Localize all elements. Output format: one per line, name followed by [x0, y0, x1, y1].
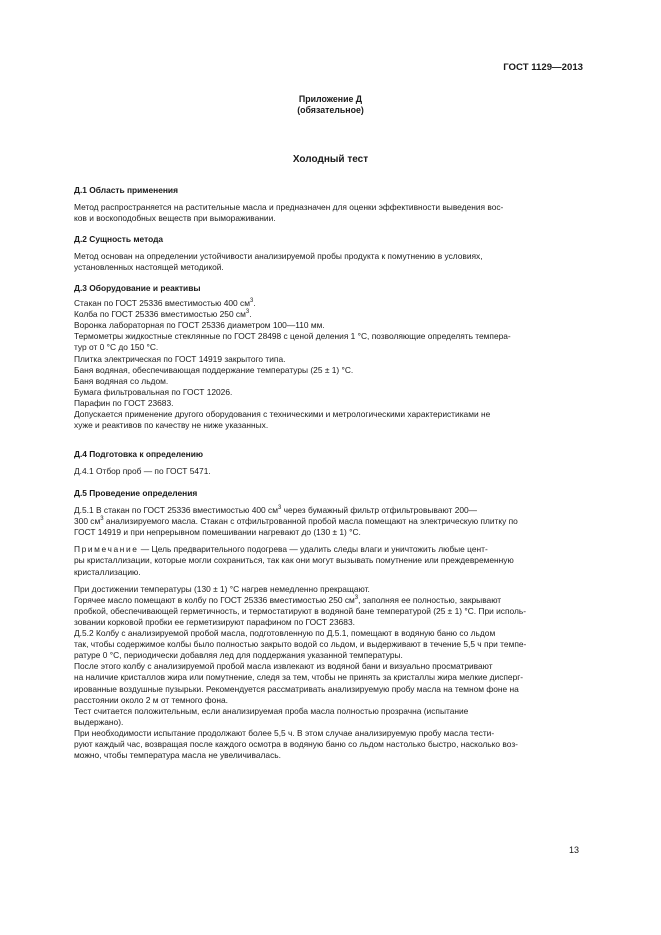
document-code: ГОСТ 1129—2013 — [503, 62, 583, 73]
section-d4 — [74, 449, 582, 477]
text-span: анализируемого масла. Стакан с отфильтрованной пробой масла помещают на электрическую плитку по — [103, 516, 518, 527]
note-line: кристаллизацию. — [74, 566, 141, 577]
paragraph-line: ратуре 0 °С, периодически добавляя лед для поддержания указанной температуры. — [74, 650, 403, 661]
paragraph-line: руют каждый час, возвращая после каждого осмотра в водяную баню со льдом настолько быстро, насколько воз- — [74, 738, 518, 749]
paragraph-line: ков и воскоподобных веществ при вымораживании. — [74, 213, 276, 224]
section-heading: Д.1 Область применения — [74, 185, 178, 195]
section-heading: Д.4 Подготовка к определению — [74, 449, 204, 459]
appendix-subtitle: (обязательное) — [297, 105, 364, 115]
paragraph-line: ированные воздушные пузырьки. Рекомендуется рассматривать анализируемую пробу масла на темном фоне на — [74, 683, 519, 694]
text-span: Горячее масло помещают в колбу по ГОСТ 25336 вместимостью 250 см — [74, 594, 355, 605]
text-span: — Цель предварительного подогрева — удалить следы влаги и уничтожить любые цент- — [138, 544, 488, 555]
text-span: Д.5.1 В стакан по ГОСТ 25336 вместимостью 400 см — [74, 505, 278, 516]
appendix-title: Приложение Д — [298, 94, 363, 104]
paragraph-line: Метод распространяется на растительные масла и предназначен для оценки эффективности выведения вос- — [74, 202, 504, 213]
note-label: Примечание — [74, 544, 139, 555]
equipment-item — [74, 298, 582, 309]
text-span: . — [249, 309, 252, 320]
main-title: Холодный тест — [292, 154, 369, 165]
paragraph-line: Д.4.1 Отбор проб — по ГОСТ 5471. — [74, 466, 211, 477]
paragraph-line: Допускается применение другого оборудования с техническими и метрологическими характеристиками не — [74, 409, 491, 420]
paragraph-line: можно, чтобы температура масла не увеличивалась. — [74, 750, 281, 761]
section-heading: Д.3 Оборудование и реактивы — [74, 283, 201, 293]
note-line: ры кристаллизации, которые могли сохраниться, так как они могут вызывать помутнение или преждевременную — [74, 555, 514, 566]
equipment-item: Воронка лабораторная по ГОСТ 25336 диаметром 100—110 мм. — [74, 320, 325, 331]
paragraph-line: При достижении температуры (130 ± 1) °С нагрев немедленно прекращают. — [74, 583, 370, 594]
text-span: Стакан по ГОСТ 25336 вместимостью 400 см — [74, 298, 250, 309]
page-number: 13 — [568, 845, 579, 855]
note-line — [74, 544, 582, 555]
superscript: 3 — [277, 505, 282, 512]
text-span: через бумажный фильтр отфильтровывают 200— — [281, 505, 478, 516]
paragraph-line: расстоянии около 2 м от темного фона. — [74, 694, 228, 705]
equipment-item: Баня водяная со льдом. — [74, 375, 169, 386]
section-d5 — [74, 488, 582, 761]
text-span: 300 см — [74, 516, 101, 527]
paragraph-line: выдержано). — [74, 716, 124, 727]
equipment-item: Парафин по ГОСТ 23683. — [74, 397, 174, 408]
paragraph-line: зовании корковой пробки ее герметизируют парафином по ГОСТ 23683. — [74, 616, 355, 627]
equipment-item: Бумага фильтровальная по ГОСТ 12026. — [74, 386, 233, 397]
paragraph-line — [74, 595, 582, 606]
text-span: . — [253, 298, 256, 309]
paragraph-line: хуже и реактивов по качеству не ниже указанных. — [74, 420, 269, 431]
text-span: Колба по ГОСТ 25336 вместимостью 250 см — [74, 309, 246, 320]
paragraph-line: ГОСТ 14919 и при непрерывном помешивании нагревают до (130 ± 1) °С. — [74, 527, 361, 538]
paragraph-line: пробкой, обеспечивающей герметичность, и термостатируют в водяной бане температурой (25 ± 1) °С. При исполь- — [74, 605, 527, 616]
paragraph-line: на наличие кристаллов жира или помутнение, следя за тем, чтобы не принять за кристаллы жира мелкие дисперг- — [74, 672, 524, 683]
paragraph-line: Д.5.2 Колбу с анализируемой пробой масла, подготовленную по Д.5.1, помещают в водяную баню со льдом — [74, 628, 496, 639]
paragraph-line — [74, 505, 582, 516]
section-d2 — [74, 234, 582, 273]
text-span: , заполняя ее полностью, закрывают — [358, 594, 502, 605]
equipment-item: Плитка электрическая по ГОСТ 14919 закрытого типа. — [74, 353, 286, 364]
section-d1 — [74, 185, 582, 224]
paragraph-line: так, чтобы содержимое колбы было полностью закрыто водой со льдом, и выдерживают в течение 5,5 ч при темпе- — [74, 639, 527, 650]
paragraph-line: При необходимости испытание продолжают более 5,5 ч. В этом случае анализируемую пробу масла тести- — [74, 727, 495, 738]
section-d3 — [74, 283, 582, 431]
paragraph-line: После этого колбу с анализируемой пробой масла извлекают из водяной бани и визуально просматривают — [74, 661, 493, 672]
superscript: 3 — [354, 594, 359, 601]
paragraph-line: установленных настоящей методикой. — [74, 262, 224, 273]
superscript: 3 — [245, 309, 250, 316]
superscript: 3 — [100, 516, 104, 523]
equipment-item: Термометры жидкостные стеклянные по ГОСТ 28498 с ценой деления 1 °С, позволяющие определять темпера- — [74, 331, 511, 342]
paragraph-line — [74, 516, 582, 527]
superscript: 3 — [249, 298, 254, 305]
equipment-item — [74, 309, 582, 320]
section-heading: Д.2 Сущность метода — [74, 234, 164, 244]
equipment-item: Баня водяная, обеспечивающая поддержание температуры (25 ± 1) °С. — [74, 364, 354, 375]
equipment-item: тур от 0 °С до 150 °С. — [74, 342, 159, 353]
paragraph-line: Метод основан на определении устойчивости анализируемой пробы продукта к помутнению в условиях, — [74, 251, 483, 262]
paragraph-line: Тест считается положительным, если анализируемая проба масла полностью прозрачна (испытание — [74, 705, 469, 716]
section-heading: Д.5 Проведение определения — [74, 488, 198, 498]
